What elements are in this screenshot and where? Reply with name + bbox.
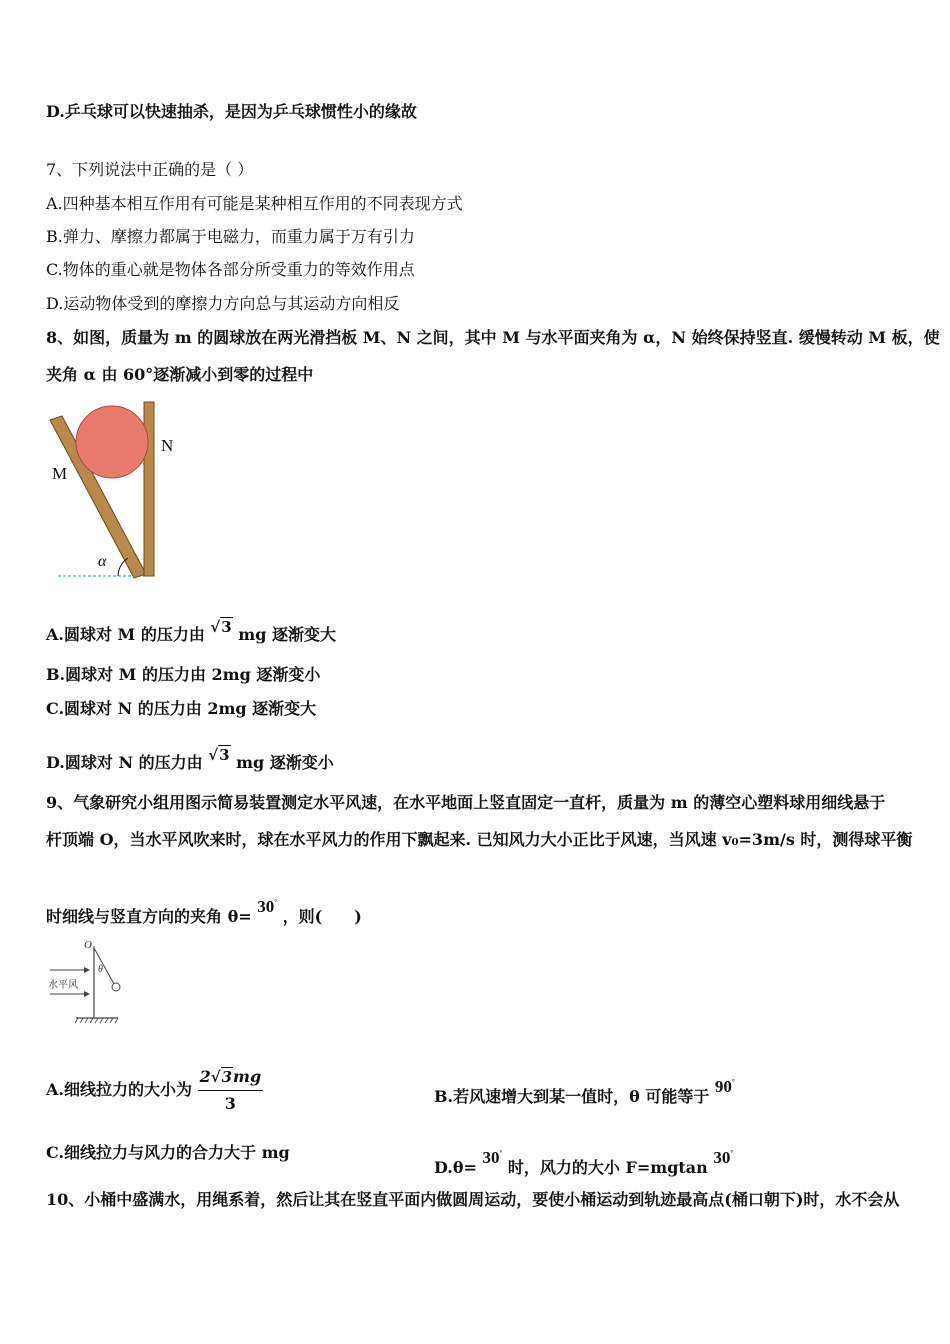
q8-option-c: C.圆球对 N 的压力由 2mg 逐渐变大: [46, 699, 317, 718]
q8-option-d: D.圆球对 N 的压力由 √3 mg 逐渐变小: [46, 746, 334, 772]
q8-stem-line2: 夹角 α 由 60°逐渐减小到零的过程中: [46, 365, 314, 384]
q9-string: [94, 948, 114, 984]
q9-ball: [112, 983, 120, 991]
q7-option-a: A.四种基本相互作用有可能是某种相互作用的不同表现方式: [46, 194, 463, 213]
sqrt-expression: √3: [210, 618, 232, 636]
fraction-expression: $\frac{2√3mg}{3}$: [199, 1067, 262, 1113]
q9-label-theta: θ: [98, 964, 103, 975]
q7-option-c: C.物体的重心就是物体各部分所受重力的等效作用点: [46, 260, 415, 279]
q9-stem-line3: 时细线与竖直方向的夹角 θ= 30° ，则( ): [46, 897, 362, 926]
q8-label-m: M: [52, 464, 68, 483]
q9-label-wind: 水平风: [48, 980, 78, 991]
q8-option-a: A.圆球对 M 的压力由 √3 mg 逐渐变大: [46, 618, 336, 644]
q9-stem-line1: 9、气象研究小组用图示简易装置测定水平风速，在水平地面上竖直固定一直杆，质量为 m 的薄空心塑料球用细线悬于: [46, 793, 886, 812]
q10-stem: 10、小桶中盛满水，用绳系着，然后让其在竖直平面内做圆周运动，要使小桶运动到轨迹最高点(桶口朝下)时，水不会从: [46, 1190, 900, 1209]
q8-option-b: B.圆球对 M 的压力由 2mg 逐渐变小: [46, 665, 321, 684]
q7-option-b: B.弹力、摩擦力都属于电磁力，而重力属于万有引力: [46, 227, 415, 246]
q9-label-o: O: [84, 939, 92, 951]
q8-label-n: N: [161, 436, 174, 455]
q9-figure: [44, 934, 134, 1026]
sqrt-expression: √3: [208, 746, 230, 764]
q9-option-b: B.若风速增大到某一值时，θ 可能等于 90°: [434, 1077, 735, 1106]
q6-option-d: D.乒乓球可以快速抽杀，是因为乒乓球惯性小的缘故: [46, 102, 417, 121]
q9-option-d: D.θ= 30° 时，风力的大小 F=mgtan 30°: [434, 1148, 734, 1177]
q9-stem-line2: 杆顶端 O，当水平风吹来时，球在水平风力的作用下飘起来. 已知风力大小正比于风速，当风速 v₀=3m/s 时，测得球平衡: [46, 830, 913, 849]
q9-option-a: A.细线拉力的大小为 $\frac{2√3mg}{3}$: [46, 1067, 262, 1113]
q8-ball: [76, 406, 148, 478]
q8-label-alpha: α: [98, 553, 107, 570]
q7-option-d: D.运动物体受到的摩擦力方向总与其运动方向相反: [46, 294, 400, 313]
q9-option-c: C.细线拉力与风力的合力大于 mg: [46, 1143, 290, 1162]
q8-figure: [40, 398, 190, 583]
q7-stem: 7、下列说法中正确的是（ ）: [46, 160, 254, 179]
q8-stem-line1: 8、如图，质量为 m 的圆球放在两光滑挡板 M、N 之间，其中 M 与水平面夹角为 α，N 始终保持竖直. 缓慢转动 M 板，使: [46, 328, 940, 347]
